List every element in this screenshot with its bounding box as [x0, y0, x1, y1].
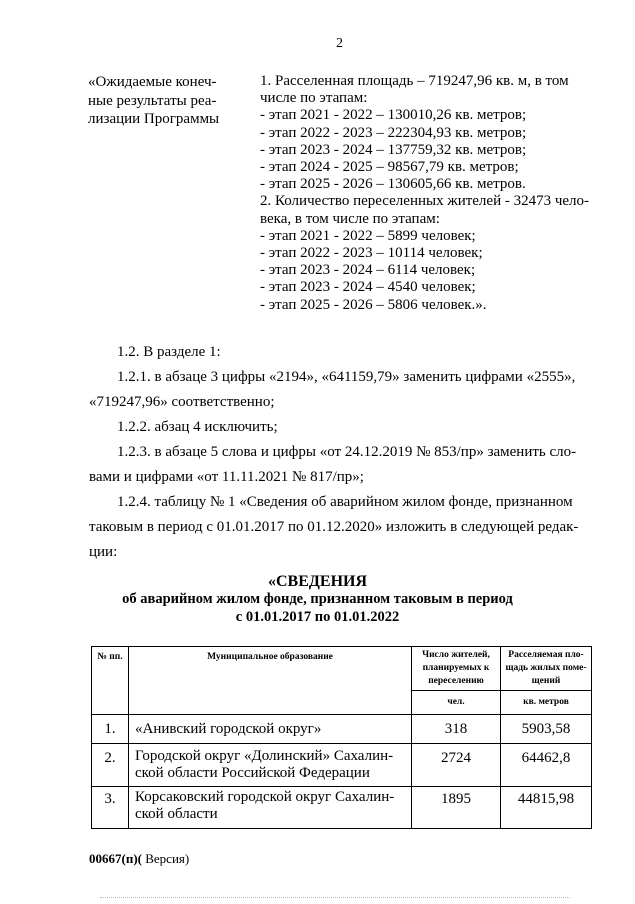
body-paragraph: 1.2.3. в абзаце 5 слова и цифры «от 24.12.2019 № 853/пр» заменить сло- [117, 444, 577, 460]
header-num: № пп. [92, 647, 129, 715]
passport-right-text [260, 73, 589, 314]
right-line: 2. Количество переселенных жителей - 32473 чело- [260, 193, 590, 210]
unit-area: кв. метров [501, 691, 592, 715]
row-municipality [129, 715, 412, 744]
right-line: - этап 2025 - 2026 – 130605,66 кв. метров. [260, 176, 526, 193]
emergency-housing-table [91, 646, 592, 829]
municipality-line: ской области Российской Федерации [135, 765, 370, 781]
body-paragraph: 1.2.2. абзац 4 исключить; [117, 419, 278, 435]
document-footer [89, 851, 189, 867]
header-area-line: щадь жилых поме- [505, 663, 587, 673]
body-paragraph: вами и цифрами «от 11.11.2021 № 817/пр»; [89, 469, 364, 485]
row-municipality [129, 744, 412, 787]
header-area [501, 647, 592, 691]
right-line: - этап 2025 - 2026 – 5806 человек.». [260, 296, 487, 313]
body-paragraph: 1.2.4. таблицу № 1 «Сведения об аварийном жилом фонде, признанном [117, 494, 573, 510]
right-line: века, в том числе по этапам: [260, 210, 440, 227]
header-area-line: щений [531, 676, 561, 686]
row-num: 3. [92, 787, 129, 829]
body-paragraph: таковым в период с 01.01.2017 по 01.12.2020» изложить в следующей редак- [89, 519, 579, 535]
right-line: - этап 2023 - 2024 – 6114 человек; [260, 262, 476, 279]
body-paragraph: 1.2.1. в абзаце 3 цифры «2194», «641159,79» заменить цифрами «2555», [117, 369, 576, 385]
right-line: - этап 2022 - 2023 – 10114 человек; [260, 245, 483, 262]
table-header-row [92, 647, 592, 691]
left-label-line: ные результаты реа- [88, 92, 217, 109]
row-area: 64462,8 [501, 744, 592, 787]
right-line: - этап 2022 - 2023 – 222304,93 кв. метров; [260, 124, 527, 141]
municipality-line: «Анивский городской округ» [135, 720, 322, 737]
table-row [92, 744, 592, 787]
row-num: 1. [92, 715, 129, 744]
header-municipality: Муниципальное образование [129, 647, 412, 715]
municipality-line: Городской округ «Долинский» Сахалин- [135, 748, 394, 764]
header-residents [412, 647, 501, 691]
right-line: 1. Расселенная площадь – 719247,96 кв. м, в том [260, 73, 569, 89]
row-residents: 318 [412, 715, 501, 744]
header-residents-line: планируемых к [422, 663, 490, 673]
row-municipality [129, 787, 412, 829]
body-paragraph: «719247,96» соответственно; [89, 394, 275, 410]
right-line: числе по этапам: [260, 90, 368, 107]
right-line: - этап 2023 - 2024 – 4540 человек; [260, 279, 476, 296]
unit-residents: чел. [412, 691, 501, 715]
row-area: 5903,58 [501, 715, 592, 744]
page-number: 2 [336, 36, 343, 51]
table-title: «СВЕДЕНИЯ [267, 573, 368, 590]
row-residents: 2724 [412, 744, 501, 787]
scan-edge-divider [100, 893, 570, 898]
row-residents: 1895 [412, 787, 501, 829]
footer-code: 00667(п)( [89, 851, 142, 866]
right-line: - этап 2023 - 2024 – 137759,32 кв. метров; [260, 141, 527, 158]
body-paragraph: ции: [89, 544, 118, 560]
header-residents-line: переселению [428, 676, 484, 686]
header-residents-line: Число жителей, [422, 650, 490, 660]
table-row [92, 787, 592, 829]
footer-version: Версия) [141, 851, 190, 866]
body-paragraph: 1.2. В разделе 1: [117, 344, 221, 360]
municipality-line: ской области [135, 806, 218, 822]
municipality-line: Корсаковский городской округ Сахалин- [135, 789, 395, 805]
table-subtitle: об аварийном жилом фонде, признанном таковым в период [122, 591, 513, 607]
header-area-line: Расселяемая пло- [508, 650, 584, 660]
left-label-line: «Ожидаемые конеч- [88, 74, 217, 90]
table-row [92, 715, 592, 744]
table-subtitle-dates: с 01.01.2017 по 01.01.2022 [235, 609, 400, 625]
passport-left-label [88, 73, 219, 129]
right-line: - этап 2024 - 2025 – 98567,79 кв. метров; [260, 159, 519, 176]
right-line: - этап 2021 - 2022 – 130010,26 кв. метров; [260, 107, 527, 124]
row-num: 2. [92, 744, 129, 787]
row-area: 44815,98 [501, 787, 592, 829]
right-line: - этап 2021 - 2022 – 5899 человек; [260, 227, 476, 244]
left-label-line: лизации Программы [88, 111, 220, 127]
